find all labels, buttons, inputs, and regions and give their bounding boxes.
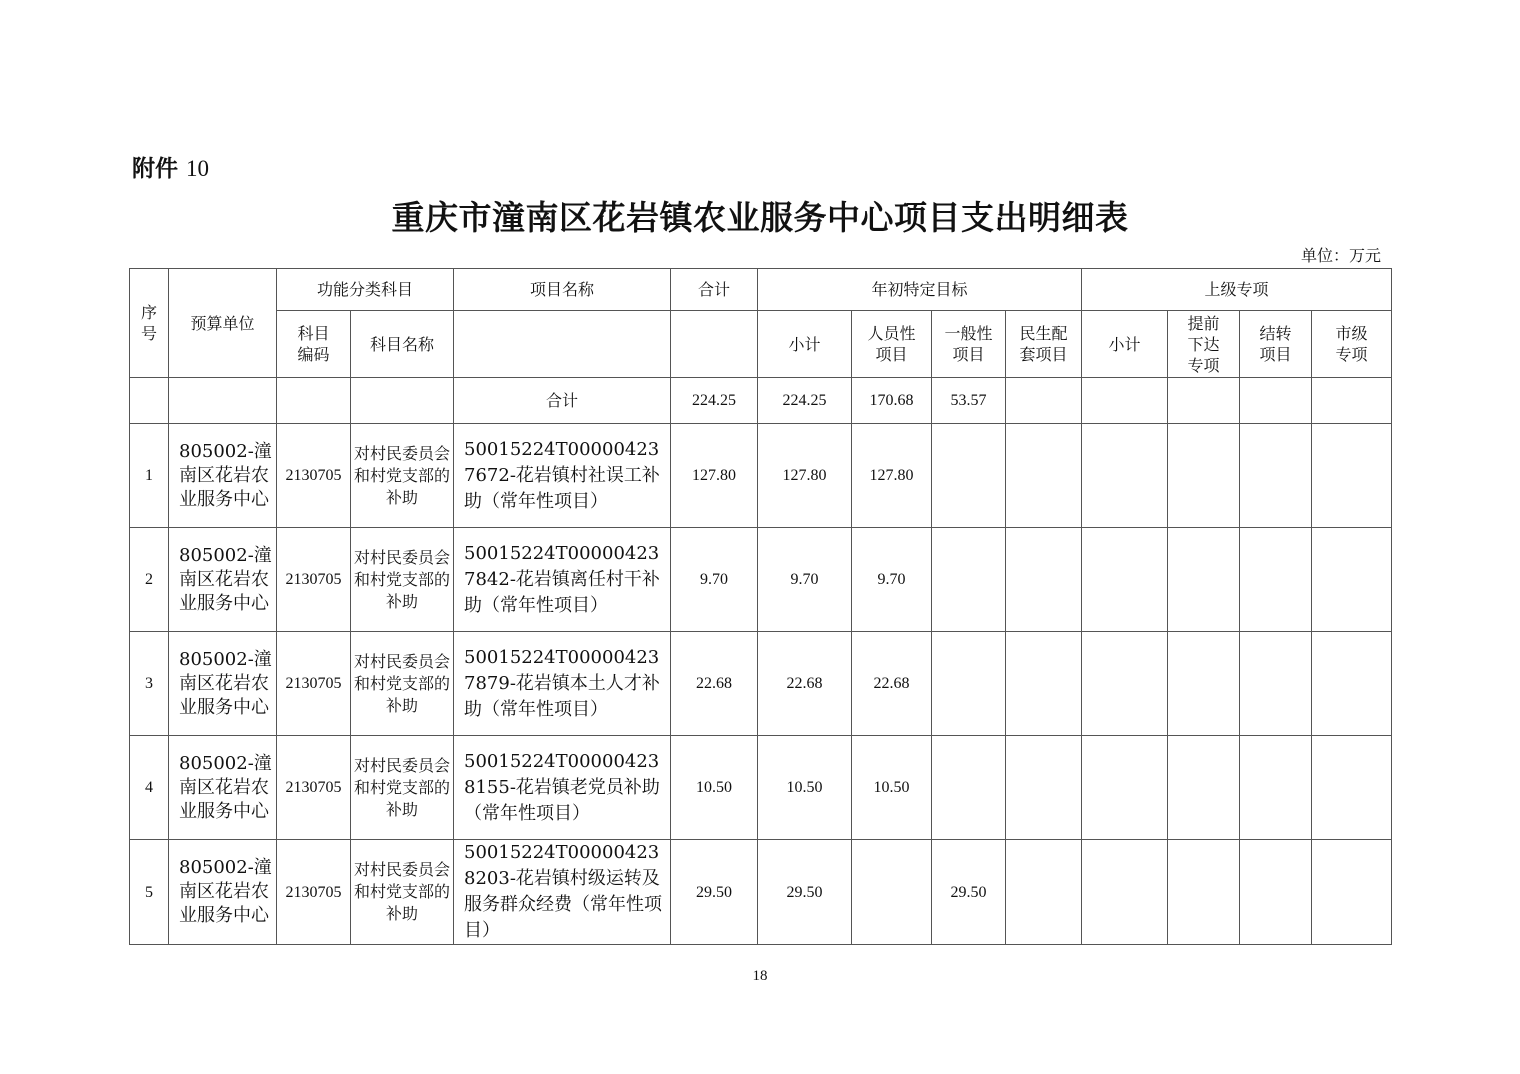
row-subject-code: 2130705 [277,424,351,528]
table-row [130,840,1392,945]
row-subject-code: 2130705 [277,632,351,736]
row-annual-subtotal: 29.50 [758,840,852,945]
unit-label: 单位：万元 [1300,246,1381,265]
header-general: 一般性项目 [932,311,1006,378]
row-seq: 3 [130,632,169,736]
header-subject-code: 科目编码 [277,311,351,378]
row-seq: 5 [130,840,169,945]
row-advance [1168,840,1240,945]
header-carryover: 结转项目 [1240,311,1312,378]
row-subject-code: 2130705 [277,840,351,945]
total-row-general: 53.57 [932,378,1006,424]
row-subject-name: 对村民委员会和村党支部的补助 [351,840,454,945]
header-livelihood: 民生配套项目 [1006,311,1082,378]
header-unit: 预算单位 [169,269,277,378]
row-unit: 805002-潼南区花岩农业服务中心 [169,736,277,840]
row-carryover [1240,632,1312,736]
row-superior-subtotal [1082,632,1168,736]
row-superior-subtotal [1082,424,1168,528]
row-superior-subtotal [1082,736,1168,840]
row-project-name: 50015224T000004237842-花岩镇离任村干补助（常年性项目） [454,528,671,632]
header-annual-group: 年初特定目标 [758,269,1082,311]
row-personnel: 9.70 [852,528,932,632]
row-city [1312,528,1392,632]
row-subject-name: 对村民委员会和村党支部的补助 [351,528,454,632]
row-total: 22.68 [671,632,758,736]
total-row [130,378,1392,424]
row-project-name: 50015224T000004237672-花岩镇村社误工补助（常年性项目） [454,424,671,528]
row-advance [1168,528,1240,632]
row-total: 9.70 [671,528,758,632]
header-advance: 提前下达专项 [1168,311,1240,378]
row-personnel [852,840,932,945]
row-carryover [1240,528,1312,632]
total-row-total: 224.25 [671,378,758,424]
header-superior-subtotal: 小计 [1082,311,1168,378]
attachment-number: 10 [186,156,209,181]
header-total-cont [671,311,758,378]
row-unit: 805002-潼南区花岩农业服务中心 [169,632,277,736]
row-general [932,736,1006,840]
row-project-name: 50015224T000004238155-花岩镇老党员补助（常年性项目） [454,736,671,840]
row-advance [1168,736,1240,840]
row-carryover [1240,736,1312,840]
row-subject-name: 对村民委员会和村党支部的补助 [351,632,454,736]
header-project-name-cont [454,311,671,378]
row-total: 29.50 [671,840,758,945]
row-general: 29.50 [932,840,1006,945]
row-carryover [1240,424,1312,528]
header-subject-name: 科目名称 [351,311,454,378]
row-seq: 4 [130,736,169,840]
row-city [1312,424,1392,528]
page-number: 18 [752,968,768,984]
row-carryover [1240,840,1312,945]
row-annual-subtotal: 22.68 [758,632,852,736]
attachment-label [132,150,209,183]
row-annual-subtotal: 127.80 [758,424,852,528]
row-livelihood [1006,632,1082,736]
expenditure-table [129,268,1392,945]
row-total: 127.80 [671,424,758,528]
row-project-name: 50015224T000004238203-花岩镇村级运转及服务群众经费（常年性项目） [454,840,671,945]
row-annual-subtotal: 10.50 [758,736,852,840]
row-city [1312,840,1392,945]
total-row-label: 合计 [454,378,671,424]
row-livelihood [1006,424,1082,528]
row-superior-subtotal [1082,528,1168,632]
row-project-name: 50015224T000004237879-花岩镇本土人才补助（常年性项目） [454,632,671,736]
row-city [1312,736,1392,840]
row-subject-code: 2130705 [277,528,351,632]
row-general [932,424,1006,528]
row-city [1312,632,1392,736]
total-row-personnel: 170.68 [852,378,932,424]
row-total: 10.50 [671,736,758,840]
row-subject-name: 对村民委员会和村党支部的补助 [351,424,454,528]
attachment-text: 附件 [132,156,178,182]
header-personnel: 人员性项目 [852,311,932,378]
row-general [932,528,1006,632]
row-unit: 805002-潼南区花岩农业服务中心 [169,424,277,528]
header-city: 市级专项 [1312,311,1392,378]
row-superior-subtotal [1082,840,1168,945]
row-general [932,632,1006,736]
header-total: 合计 [671,269,758,311]
row-annual-subtotal: 9.70 [758,528,852,632]
table-row [130,736,1392,840]
table-row [130,424,1392,528]
row-unit: 805002-潼南区花岩农业服务中心 [169,840,277,945]
row-advance [1168,424,1240,528]
row-seq: 1 [130,424,169,528]
header-superior-group: 上级专项 [1082,269,1392,311]
header-annual-subtotal: 小计 [758,311,852,378]
row-seq: 2 [130,528,169,632]
header-project-name: 项目名称 [454,269,671,311]
row-livelihood [1006,736,1082,840]
row-livelihood [1006,528,1082,632]
row-subject-code: 2130705 [277,736,351,840]
table-row [130,528,1392,632]
row-advance [1168,632,1240,736]
header-seq: 序号 [130,269,169,378]
row-unit: 805002-潼南区花岩农业服务中心 [169,528,277,632]
row-livelihood [1006,840,1082,945]
table-row [130,632,1392,736]
row-personnel: 10.50 [852,736,932,840]
total-row-annual-subtotal: 224.25 [758,378,852,424]
row-personnel: 22.68 [852,632,932,736]
document-title: 重庆市潼南区花岩镇农业服务中心项目支出明细表 [391,198,1129,237]
row-subject-name: 对村民委员会和村党支部的补助 [351,736,454,840]
header-func-group: 功能分类科目 [277,269,454,311]
row-personnel: 127.80 [852,424,932,528]
